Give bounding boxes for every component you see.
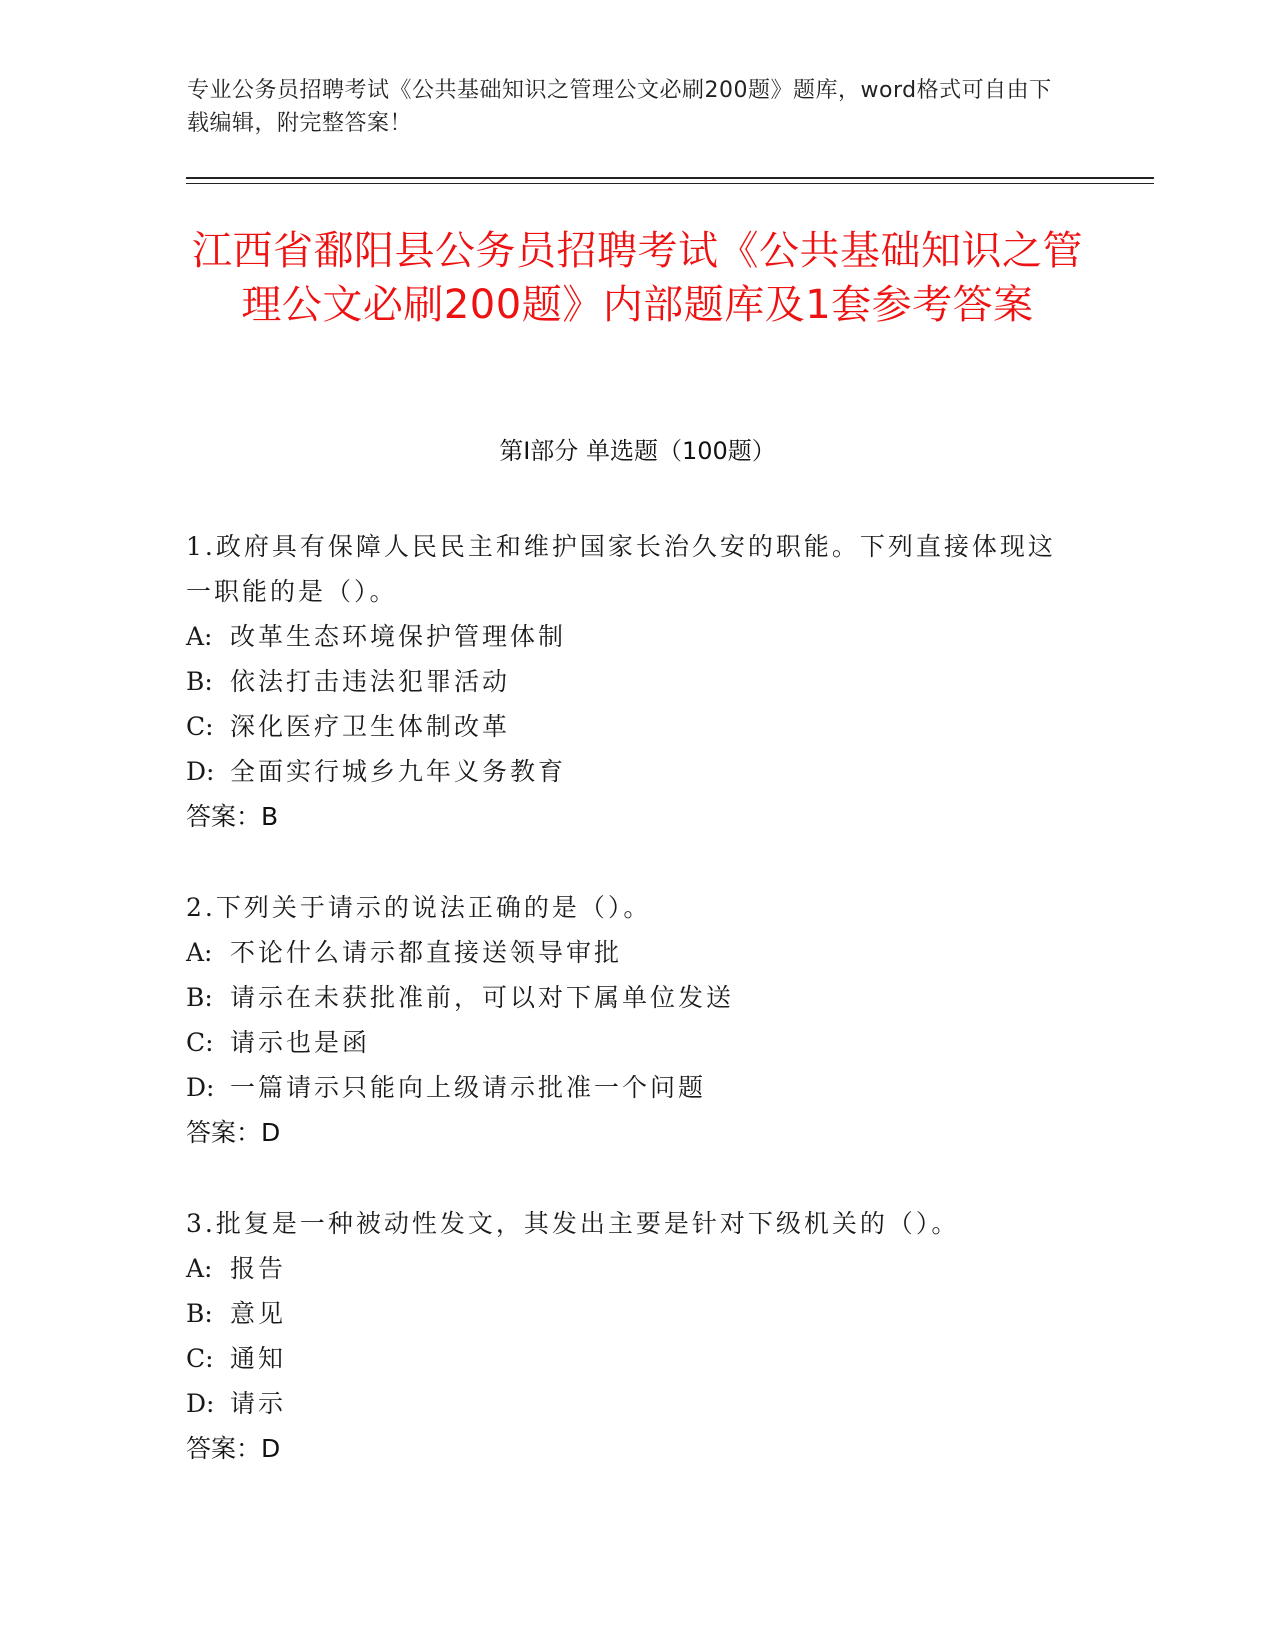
header-note: 专业公务员招聘考试《公共基础知识之管理公文必刷200题》题库，word格式可自由下载编辑，附完整答案！ [187, 78, 1052, 136]
option-a [186, 930, 1076, 975]
option-text: 全面实行城乡九年义务教育 [230, 757, 567, 786]
option-letter: A: [186, 1254, 213, 1283]
question-text: 1.政府具有保障人民民主和维护国家长治久安的职能。下列直接体现这一职能的是（）。 [186, 532, 1056, 606]
option-text: 意见 [230, 1299, 287, 1328]
answer: 答案：D [186, 1434, 281, 1463]
option-d [186, 749, 1076, 794]
option-c [186, 1020, 1076, 1065]
option-c [186, 1336, 1076, 1381]
option-letter: D: [186, 1073, 215, 1102]
option-text: 一篇请示只能向上级请示批准一个问题 [230, 1073, 707, 1102]
option-letter: A: [186, 938, 213, 967]
option-b [186, 659, 1076, 704]
document-title: 江西省鄱阳县公务员招聘考试《公共基础知识之管理公文必刷200题》内部题库及1套参考答案 [192, 228, 1083, 328]
option-text: 深化医疗卫生体制改革 [230, 712, 511, 741]
question-1 [186, 524, 1076, 839]
section-title: 第I部分 单选题（100题） [499, 437, 776, 465]
option-text: 请示 [230, 1389, 287, 1418]
option-text: 改革生态环境保护管理体制 [230, 622, 567, 651]
option-text: 请示也是函 [230, 1028, 371, 1057]
header-divider-thin [186, 183, 1154, 184]
option-b [186, 1291, 1076, 1336]
option-text: 依法打击违法犯罪活动 [230, 667, 511, 696]
option-text: 报告 [230, 1254, 287, 1283]
option-letter: B: [186, 983, 213, 1012]
header-divider-thick [186, 177, 1154, 179]
option-c [186, 704, 1076, 749]
question-text: 3.批复是一种被动性发文，其发出主要是针对下级机关的（）。 [186, 1209, 960, 1238]
option-letter: C: [186, 1344, 214, 1373]
option-letter: D: [186, 1389, 215, 1418]
question-2 [186, 885, 1076, 1155]
option-letter: C: [186, 1028, 214, 1057]
option-a [186, 614, 1076, 659]
answer: 答案：B [186, 802, 279, 831]
option-letter: D: [186, 757, 215, 786]
option-letter: B: [186, 1299, 213, 1328]
question-list [186, 524, 1076, 1517]
option-text: 不论什么请示都直接送领导审批 [230, 938, 623, 967]
option-d [186, 1065, 1076, 1110]
option-a [186, 1246, 1076, 1291]
option-letter: A: [186, 622, 213, 651]
question-text: 2.下列关于请示的说法正确的是（）。 [186, 893, 652, 922]
option-text: 通知 [230, 1344, 287, 1373]
option-letter: C: [186, 712, 214, 741]
question-3 [186, 1201, 1076, 1471]
answer: 答案：D [186, 1118, 281, 1147]
option-d [186, 1381, 1076, 1426]
option-b [186, 975, 1076, 1020]
option-text: 请示在未获批准前，可以对下属单位发送 [230, 983, 735, 1012]
option-letter: B: [186, 667, 213, 696]
